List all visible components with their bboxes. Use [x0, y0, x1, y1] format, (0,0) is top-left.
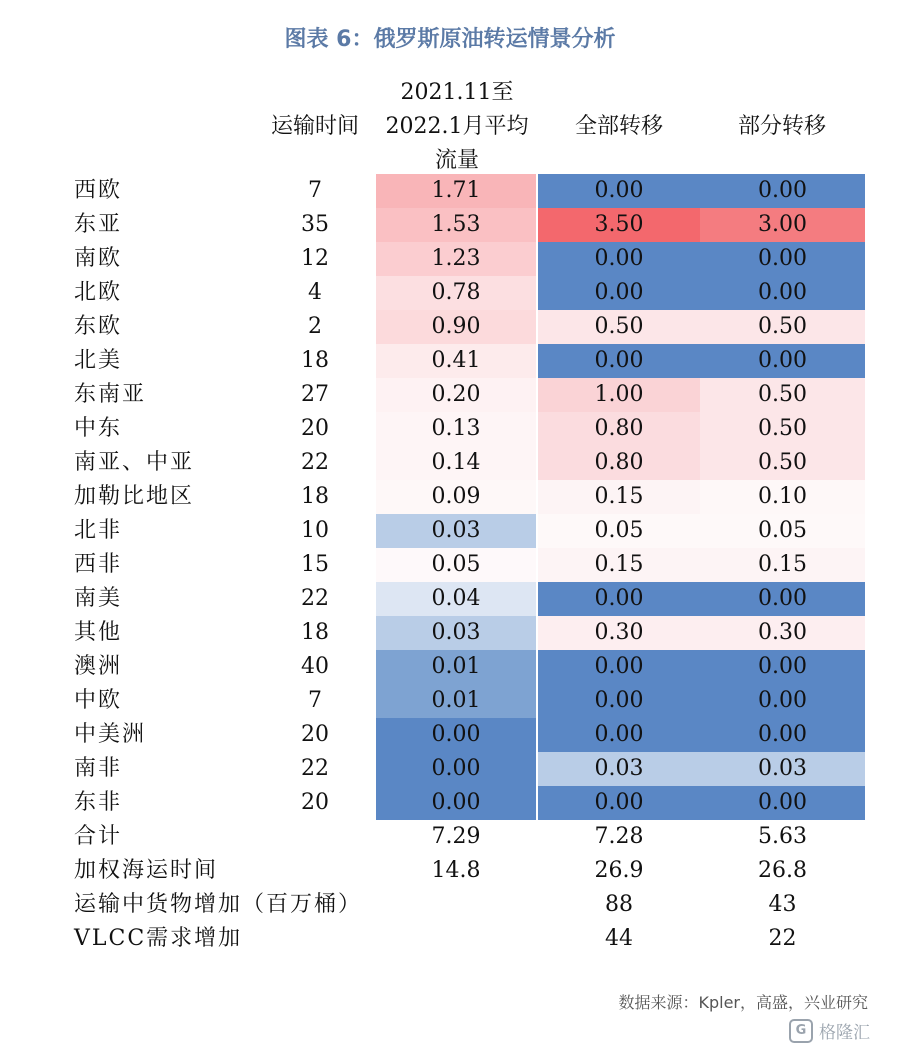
cell-full-transfer: 3.50 — [538, 208, 700, 242]
cell-region-name: 其他 — [74, 620, 123, 645]
cell-full-transfer: 0.80 — [538, 446, 700, 480]
table-row — [0, 208, 900, 242]
table-row — [0, 310, 900, 344]
cell-average-flow: 1.23 — [376, 242, 536, 276]
cell-region-name: 北欧 — [74, 280, 123, 305]
cell-transport-time: 27 — [301, 382, 329, 407]
cell-partial-transfer: 43 — [768, 892, 797, 917]
summary-row — [0, 888, 900, 922]
cell-region-name: 加勒比地区 — [74, 484, 195, 509]
cell-average-flow: 0.78 — [376, 276, 536, 310]
table-row — [0, 412, 900, 446]
cell-partial-transfer: 0.15 — [700, 548, 865, 582]
cell-partial-transfer: 0.00 — [700, 344, 865, 378]
cell-partial-transfer: 0.00 — [700, 174, 865, 208]
cell-transport-time: 7 — [308, 178, 322, 203]
cell-partial-transfer: 0.50 — [700, 446, 865, 480]
cell-partial-transfer: 0.05 — [700, 514, 865, 548]
cell-average-flow: 0.09 — [376, 480, 536, 514]
cell-average-flow: 0.01 — [376, 684, 536, 718]
cell-full-transfer: 0.80 — [538, 412, 700, 446]
cell-transport-time: 20 — [301, 416, 329, 441]
cell-full-transfer: 0.15 — [538, 480, 700, 514]
cell-region-name: 澳洲 — [74, 654, 123, 679]
cell-transport-time: 7 — [308, 688, 322, 713]
chart-title: 图表 6：俄罗斯原油转运情景分析 — [284, 27, 616, 52]
header-partial-transfer: 部分转移 — [737, 114, 826, 139]
header-full-transfer: 全部转移 — [574, 114, 663, 139]
table-row — [0, 582, 900, 616]
cell-transport-time: 40 — [301, 654, 329, 679]
cell-average-flow: 14.8 — [431, 858, 481, 883]
cell-full-transfer: 0.30 — [538, 616, 700, 650]
watermark — [789, 1018, 870, 1043]
watermark-logo-icon: G — [789, 1019, 813, 1043]
cell-full-transfer: 44 — [605, 926, 633, 951]
cell-partial-transfer: 0.00 — [700, 786, 865, 820]
summary-row — [0, 820, 900, 854]
cell-partial-transfer: 0.00 — [700, 276, 865, 310]
cell-region-name: 中欧 — [74, 688, 123, 713]
cell-region-name: 合计 — [74, 824, 123, 849]
cell-region-name: 东亚 — [74, 212, 123, 237]
cell-region-name: 加权海运时间 — [74, 858, 219, 883]
table-row — [0, 480, 900, 514]
cell-average-flow: 0.00 — [376, 752, 536, 786]
cell-full-transfer: 88 — [605, 892, 633, 917]
cell-transport-time: 4 — [308, 280, 322, 305]
table-row — [0, 718, 900, 752]
cell-partial-transfer: 26.8 — [758, 858, 807, 883]
cell-transport-time: 10 — [301, 518, 329, 543]
cell-average-flow — [376, 922, 536, 956]
cell-average-flow: 0.14 — [376, 446, 536, 480]
cell-region-name: 南非 — [74, 756, 123, 781]
cell-full-transfer: 0.03 — [538, 752, 700, 786]
cell-transport-time — [255, 888, 375, 922]
header-average-flow — [378, 76, 536, 178]
cell-full-transfer: 0.00 — [538, 718, 700, 752]
watermark-text: 格隆汇 — [819, 1023, 870, 1043]
table-row — [0, 548, 900, 582]
cell-transport-time: 2 — [308, 314, 322, 339]
cell-partial-transfer: 0.50 — [700, 412, 865, 446]
cell-full-transfer: 0.00 — [538, 344, 700, 378]
cell-region-name: 西欧 — [74, 178, 123, 203]
table-row — [0, 446, 900, 480]
cell-partial-transfer: 0.03 — [700, 752, 865, 786]
cell-region-name: 西非 — [74, 552, 123, 577]
table-row — [0, 174, 900, 208]
data-source: 数据来源：Kpler，高盛，兴业研究 — [618, 993, 868, 1012]
cell-transport-time: 20 — [301, 722, 329, 747]
cell-average-flow: 0.00 — [376, 786, 536, 820]
cell-average-flow: 0.03 — [376, 616, 536, 650]
cell-average-flow — [376, 888, 536, 922]
cell-partial-transfer: 0.00 — [700, 718, 865, 752]
cell-average-flow: 0.41 — [376, 344, 536, 378]
cell-region-name: 中东 — [74, 416, 123, 441]
cell-transport-time — [255, 854, 375, 888]
cell-full-transfer: 26.9 — [594, 858, 644, 883]
cell-transport-time: 18 — [301, 348, 329, 373]
cell-full-transfer: 0.50 — [538, 310, 700, 344]
cell-transport-time — [255, 820, 375, 854]
table-row — [0, 786, 900, 820]
cell-transport-time: 22 — [301, 586, 329, 611]
cell-region-name: 南美 — [74, 586, 123, 611]
header-average-line2: 2022.1月平均 — [385, 114, 529, 139]
cell-transport-time: 18 — [301, 620, 329, 645]
cell-region-name: 南欧 — [74, 246, 123, 271]
cell-full-transfer: 0.00 — [538, 582, 700, 616]
cell-average-flow: 0.90 — [376, 310, 536, 344]
cell-partial-transfer: 0.00 — [700, 582, 865, 616]
cell-full-transfer: 0.00 — [538, 174, 700, 208]
cell-partial-transfer: 5.63 — [758, 824, 807, 849]
cell-transport-time: 22 — [301, 450, 329, 475]
cell-region-name: 运输中货物增加（百万桶） — [74, 892, 363, 917]
cell-full-transfer: 0.00 — [538, 276, 700, 310]
summary-row — [0, 922, 900, 956]
header-average-line3: 流量 — [434, 148, 479, 173]
cell-region-name: 中美洲 — [74, 722, 147, 747]
cell-region-name: 北美 — [74, 348, 123, 373]
cell-average-flow: 1.71 — [376, 174, 536, 208]
table-row — [0, 514, 900, 548]
cell-full-transfer: 0.00 — [538, 786, 700, 820]
cell-partial-transfer: 0.30 — [700, 616, 865, 650]
cell-region-name: 东非 — [74, 790, 123, 815]
header-transport-time: 运输时间 — [270, 114, 359, 139]
cell-region-name: 北非 — [74, 518, 123, 543]
cell-partial-transfer: 0.00 — [700, 684, 865, 718]
summary-row — [0, 854, 900, 888]
cell-average-flow: 0.03 — [376, 514, 536, 548]
cell-average-flow: 0.05 — [376, 548, 536, 582]
cell-region-name: 东欧 — [74, 314, 123, 339]
cell-average-flow: 1.53 — [376, 208, 536, 242]
cell-transport-time: 18 — [301, 484, 329, 509]
cell-full-transfer: 0.00 — [538, 684, 700, 718]
cell-partial-transfer: 0.00 — [700, 650, 865, 684]
cell-full-transfer: 0.00 — [538, 650, 700, 684]
cell-average-flow: 0.04 — [376, 582, 536, 616]
cell-partial-transfer: 0.50 — [700, 378, 865, 412]
cell-partial-transfer: 0.50 — [700, 310, 865, 344]
cell-full-transfer: 7.28 — [594, 824, 644, 849]
cell-transport-time: 35 — [301, 212, 329, 237]
cell-full-transfer: 0.00 — [538, 242, 700, 276]
table-row — [0, 752, 900, 786]
cell-transport-time: 15 — [301, 552, 329, 577]
table-row — [0, 378, 900, 412]
cell-average-flow: 0.00 — [376, 718, 536, 752]
cell-full-transfer: 1.00 — [538, 378, 700, 412]
cell-partial-transfer: 0.10 — [700, 480, 865, 514]
table-row — [0, 684, 900, 718]
table-row — [0, 616, 900, 650]
table-row — [0, 276, 900, 310]
cell-full-transfer: 0.05 — [538, 514, 700, 548]
header-average-line1: 2021.11至 — [400, 80, 514, 105]
cell-partial-transfer: 0.00 — [700, 242, 865, 276]
cell-average-flow: 0.01 — [376, 650, 536, 684]
cell-partial-transfer: 22 — [768, 926, 797, 951]
cell-region-name: 东南亚 — [74, 382, 147, 407]
cell-region-name: 南亚、中亚 — [74, 450, 195, 475]
cell-average-flow: 0.13 — [376, 412, 536, 446]
cell-transport-time — [255, 922, 375, 956]
cell-transport-time: 22 — [301, 756, 329, 781]
table-row — [0, 344, 900, 378]
cell-average-flow: 0.20 — [376, 378, 536, 412]
cell-full-transfer: 0.15 — [538, 548, 700, 582]
cell-region-name: VLCC需求增加 — [74, 926, 243, 951]
cell-partial-transfer: 3.00 — [700, 208, 865, 242]
cell-average-flow: 7.29 — [431, 824, 481, 849]
cell-transport-time: 20 — [301, 790, 329, 815]
table-row — [0, 242, 900, 276]
table-row — [0, 650, 900, 684]
cell-transport-time: 12 — [301, 246, 329, 271]
